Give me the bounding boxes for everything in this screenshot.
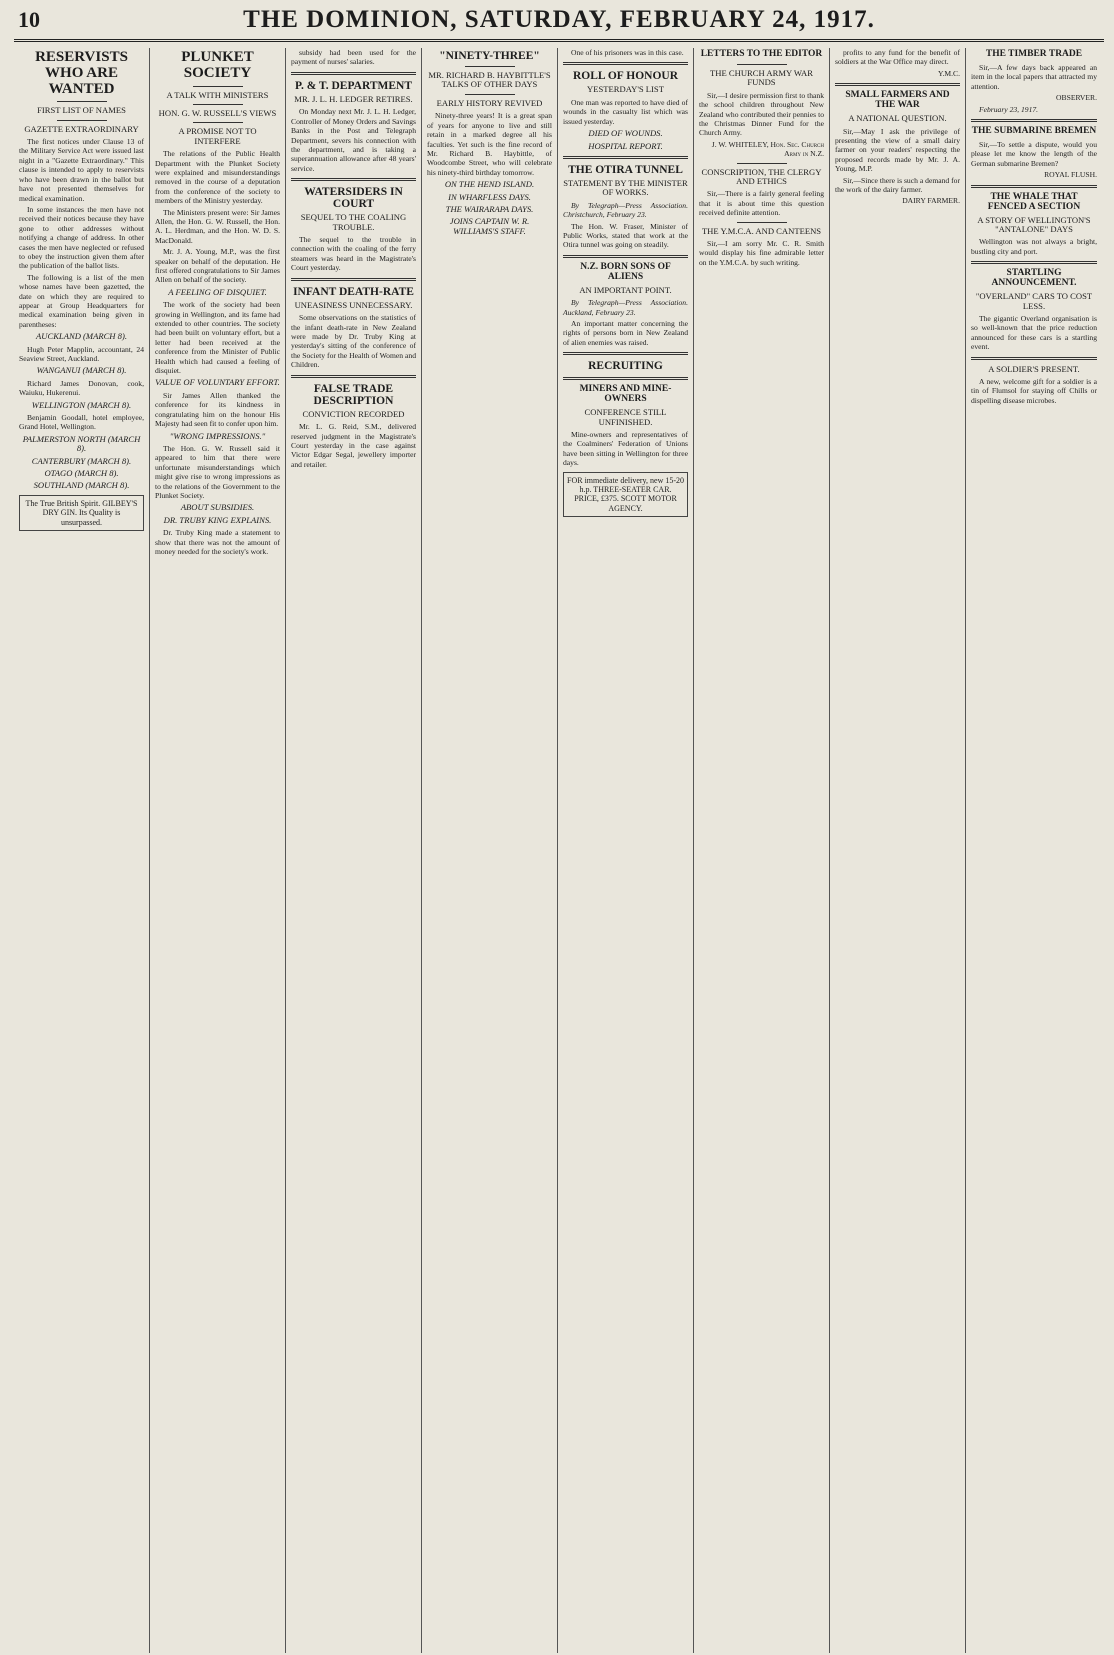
subheading: SEQUEL TO THE COALING TROUBLE. <box>300 212 407 232</box>
divider <box>971 357 1097 360</box>
paragraph: The relations of the Public Health Department with the Plunket Society were explained and misunderstandings removed in the course of a deputation from the conference of the society to members of the Ministry yesterday. <box>155 149 280 206</box>
section-heading: IN WHARFLESS DAYS. <box>448 191 531 202</box>
headline: ROLL OF HONOUR <box>573 70 678 83</box>
paragraph: Hugh Peter Mapplin, accountant, 24 Seaview Street, Auckland. <box>19 344 144 363</box>
section-heading: ON THE HEND ISLAND. <box>444 179 535 190</box>
subheading: FIRST LIST OF NAMES <box>37 105 126 116</box>
column-1 <box>14 48 150 1653</box>
paragraph: Wellington was not always a bright, bustling city and port. <box>971 237 1097 256</box>
paragraph: Sir,—Since there is such a demand for the work of the dairy farmer. <box>835 175 960 194</box>
subheading: A TALK WITH MINISTERS <box>166 89 269 100</box>
headline: MINERS AND MINE-OWNERS <box>579 384 672 405</box>
headline: SMALL FARMERS AND THE WAR <box>845 90 950 111</box>
paragraph: The first notices under Clause 13 of the Military Service Act were issued last night in a "Gazette Extraordinary." This clause is intended to apply to reservists who have been drawn in the ballot but have not presented themselves for medical examination. <box>19 137 144 203</box>
divider <box>971 185 1097 188</box>
paragraph: profits to any fund for the benefit of soldiers at the War Office may direct. <box>835 48 960 67</box>
page-number: 10 <box>18 7 40 32</box>
divider <box>193 122 243 123</box>
headline: INFANT DEATH-RATE <box>293 285 414 298</box>
paragraph: Sir James Allen thanked the conference for its kindness in congratulating him on the honour His Majesty had seen fit to confer upon him. <box>155 390 280 429</box>
subheading: CONFERENCE STILL UNFINISHED. <box>584 407 667 427</box>
newspaper-title: THE DOMINION, SATURDAY, FEBRUARY 24, 1917. <box>243 6 875 33</box>
subheading: CONVICTION RECORDED <box>302 408 405 419</box>
paragraph: An important matter concerning the rights of persons born in New Zealand of alien enemies was raised. <box>563 318 688 347</box>
column-4 <box>422 48 558 1653</box>
divider <box>563 352 688 355</box>
headline: THE OTIRA TUNNEL <box>568 163 683 176</box>
divider <box>193 86 243 87</box>
subheading: A PROMISE NOT TO INTERFERE <box>178 126 257 146</box>
paragraph: The following is a list of the men whose names have been gazetted, the date on which they are required to appear at Group Headquarters for medical examination being given in parentheses: <box>19 272 144 329</box>
paragraph: subsidy had been used for the payment of nurses' salaries. <box>291 48 416 67</box>
divider <box>57 120 107 121</box>
headline: FALSE TRADE DESCRIPTION <box>313 382 394 407</box>
region-heading: OTAGO (MARCH 8). <box>44 468 119 479</box>
headline: THE WHALE THAT FENCED A SECTION <box>987 191 1081 212</box>
paragraph: One of his prisoners was in this case. <box>571 48 684 57</box>
paragraph: Mine-owners and representatives of the Coalminers' Federation of Unions have been sitting in Wellington for three days. <box>563 430 688 468</box>
paragraph: On Monday next Mr. J. L. H. Ledger, Controller of Money Orders and Savings Banks in the Post and Telegraph Department, severs his connection with the department, and is taking a superannuation allowance after 48 years' service. <box>291 107 416 173</box>
paragraph: Richard James Donovan, cook, Waiuku, Hukerenui. <box>19 378 144 398</box>
paragraph: Sir,—I am sorry Mr. C. R. Smith would display his fine admirable letter on the Y.M.C.A. by such writing. <box>699 239 824 267</box>
region-heading: WELLINGTON (MARCH 8). <box>31 399 132 410</box>
headline: LETTERS TO THE EDITOR <box>700 49 823 59</box>
column-5 <box>558 48 694 1653</box>
section-heading: HOSPITAL REPORT. <box>588 140 663 151</box>
paragraph: Sir,—May I ask the privilege of presenting the view of a small dairy farmer on your readers' respecting the proposed records made by Mr. J. A. Young, M.P. <box>835 126 960 174</box>
signature: ROYAL FLUSH. <box>1044 170 1097 180</box>
divider <box>465 66 515 67</box>
subheading: YESTERDAY'S LIST <box>587 84 664 95</box>
divider <box>563 62 688 65</box>
paragraph: Sir,—I desire permission first to thank the school children throughout New Zealand who contributed their pennies to the Christmas Dinner Fund for the Church Army. <box>699 90 824 138</box>
advertisement: The True British Spirit. GILBEY'S DRY GIN. Its Quality is unsurpassed. <box>19 495 144 531</box>
subheading: THE Y.M.C.A. AND CANTEENS <box>701 225 822 236</box>
divider <box>563 255 688 258</box>
subheading: A STORY OF WELLINGTON'S "ANTALONE" DAYS <box>977 214 1091 234</box>
region-heading: WANGANUI (MARCH 8). <box>36 365 127 376</box>
column-7 <box>830 48 966 1653</box>
divider <box>563 156 688 159</box>
divider <box>291 375 416 378</box>
section-heading: ABOUT SUBSIDIES. <box>180 502 255 513</box>
paragraph: The Hon. G. W. Russell said it appeared to him that there were unfortunate misunderstandings which might give rise to wrong impressions as to the relations of the Government to the Plunket Society. <box>155 443 280 500</box>
subheading: MR. J. L. H. LEDGER RETIRES. <box>294 93 413 104</box>
subheading: EARLY HISTORY REVIVED <box>436 97 543 108</box>
paragraph: One man was reported to have died of wounds in the casualty list which was issued yesterday. <box>563 97 688 126</box>
advertisement: FOR immediate delivery, new 15-20 h.p. THREE-SEATER CAR. PRICE, £375. SCOTT MOTOR AGENCY. <box>563 472 688 518</box>
subheading: A SOLDIER'S PRESENT. <box>988 363 1080 374</box>
column-6 <box>694 48 830 1653</box>
paragraph: A new, welcome gift for a soldier is a tin of Flumsol for staying off Chills or dispelling disease microbes. <box>971 376 1097 405</box>
dateline: February 23, 1917. <box>979 104 1039 114</box>
headline: P. & T. DEPARTMENT <box>294 79 413 92</box>
paragraph: The Ministers present were: Sir James Allen, the Hon. G. W. Russell, the Hon. A. L. Herdman, and the Hon. W. D. S. MacDonald. <box>155 207 280 245</box>
paragraph: Benjamin Goodall, hotel employee, Grand Hotel, Wellington. <box>19 413 144 432</box>
divider <box>971 261 1097 264</box>
divider <box>737 222 787 223</box>
paragraph: The sequel to the trouble in connection with the coaling of the ferry steamers was heard in the Magistrate's Court yesterday. <box>291 235 416 273</box>
column-2 <box>150 48 286 1653</box>
paragraph: The gigantic Overland organisation is so well-known that the price reduction announced for these cars is a startling event. <box>971 313 1097 352</box>
region-heading: CANTERBURY (MARCH 8). <box>31 455 132 466</box>
dateline: By Telegraph—Press Association. Christchurch, February 23. <box>563 200 688 220</box>
divider <box>835 83 960 86</box>
paragraph: Sir,—To settle a dispute, would you please let me know the length of the German submarine Bremen? <box>971 139 1097 168</box>
divider <box>563 377 688 380</box>
signature: J. W. WHITELEY, Hon. Sec. Church Army in N.Z. <box>711 139 824 159</box>
signature: DAIRY FARMER. <box>902 196 960 206</box>
paragraph: Mr. L. G. Reid, S.M., delivered reserved judgment in the Magistrate's Court yesterday in the case against Victor Edgar Segal, jewellery importer and retailer. <box>291 422 416 469</box>
region-heading: SOUTHLAND (MARCH 8). <box>33 480 130 491</box>
section-heading: "WRONG IMPRESSIONS." <box>169 430 266 441</box>
signature: OBSERVER. <box>1056 93 1097 103</box>
subheading: THE CHURCH ARMY WAR FUNDS <box>710 67 813 88</box>
paragraph: Dr. Truby King made a statement to show that there was not the amount of money needed for the society's work. <box>155 528 280 556</box>
headline: WATERSIDERS IN COURT <box>304 186 403 211</box>
columns <box>14 48 1104 1653</box>
section-heading: A FEELING OF DISQUIET. <box>168 286 267 297</box>
subheading: "OVERLAND" CARS TO COST LESS. <box>975 291 1093 311</box>
subheading: CONSCRIPTION, THE CLERGY AND ETHICS <box>701 166 822 187</box>
headline: N.Z. BORN SONS OF ALIENS <box>580 261 671 282</box>
section-heading: JOINS CAPTAIN W. R. WILLIAMS'S STAFF. <box>449 216 530 236</box>
section-heading: DR. TRUBY KING EXPLAINS. <box>163 514 272 525</box>
headline: THE SUBMARINE BREMEN <box>971 126 1097 136</box>
paragraph: Ninety-three years! It is a great span of years for anyone to live and still retain in a marked degree all his faculties. Yet such is the fine record of Mr. Richard B. Haybittle, of Woodcombe Street, who will celebrate his ninety-third birthday tomorrow. <box>427 111 552 177</box>
subheading: UNEASINESS UNNECESSARY. <box>294 299 413 310</box>
headline: STARTLING ANNOUNCEMENT. <box>991 268 1077 289</box>
dateline: By Telegraph—Press Association. Auckland, February 23. <box>563 298 688 317</box>
paragraph: In some instances the men have not received their notices because they have gone to other addresses without notifying a change of address. In other cases the men have neglected or refused to obey the instruction given them after the publication of the ballot lists. <box>19 204 144 271</box>
headline: RECRUITING <box>588 360 663 373</box>
divider <box>737 64 787 65</box>
divider <box>291 178 416 181</box>
divider <box>737 163 787 164</box>
paragraph: Sir,—There is a fairly general feeling that it is about time this question received definite attention. <box>699 189 824 218</box>
headline: PLUNKET SOCIETY <box>181 49 254 81</box>
signature: Y.M.C. <box>937 68 960 78</box>
subheading: MR. RICHARD B. HAYBITTLE'S TALKS OF OTHER DAYS <box>428 70 551 90</box>
subheading: HON. G. W. RUSSELL'S VIEWS <box>158 107 277 118</box>
paragraph: Some observations on the statistics of the infant death-rate in New Zealand were made by Dr. Truby King at yesterday's sitting of the conference of the Society for the Health of Women and Children. <box>291 313 416 370</box>
section-heading: THE WAIRARAPA DAYS. <box>445 203 534 214</box>
divider <box>57 101 107 102</box>
column-8 <box>966 48 1102 1653</box>
section-heading: DIED OF WOUNDS. <box>588 128 663 139</box>
paragraph: Sir,—A few days back appeared an item in the local papers that attracted my attention. <box>971 62 1097 91</box>
divider <box>465 94 515 95</box>
headline: RESERVISTS WHO ARE WANTED <box>35 49 128 97</box>
region-heading: PALMERSTON NORTH (MARCH 8). <box>22 433 141 454</box>
subheading: GAZETTE EXTRAORDINARY <box>24 123 139 134</box>
subheading: AN IMPORTANT POINT. <box>579 284 672 295</box>
divider <box>193 104 243 105</box>
paragraph: The work of the society had been growing in Wellington, and its fame had extended to other countries. The society had been built on voluntary effort, but a letter had been received at the conference from the Minister of Public Health which had caused a feeling of disquiet. <box>155 300 280 376</box>
section-heading: VALUE OF VOLUNTARY EFFORT. <box>155 377 280 388</box>
divider <box>291 278 416 281</box>
divider <box>291 72 416 75</box>
headline: THE TIMBER TRADE <box>985 49 1083 59</box>
subheading: STATEMENT BY THE MINISTER OF WORKS. <box>563 177 688 198</box>
paragraph: The Hon. W. Fraser, Minister of Public Works, stated that work at the Otira tunnel was going on steadily. <box>563 221 688 250</box>
subheading: A NATIONAL QUESTION. <box>848 113 947 124</box>
divider <box>971 119 1097 122</box>
paragraph: Mr. J. A. Young, M.P., was the first speaker on behalf of the deputation. He first offered congratulations to Sir James Allen on behalf of the society. <box>155 247 280 285</box>
masthead <box>14 6 1104 42</box>
region-heading: AUCKLAND (MARCH 8). <box>36 331 127 342</box>
headline: "NINETY-THREE" <box>439 50 540 62</box>
column-3 <box>286 48 422 1653</box>
